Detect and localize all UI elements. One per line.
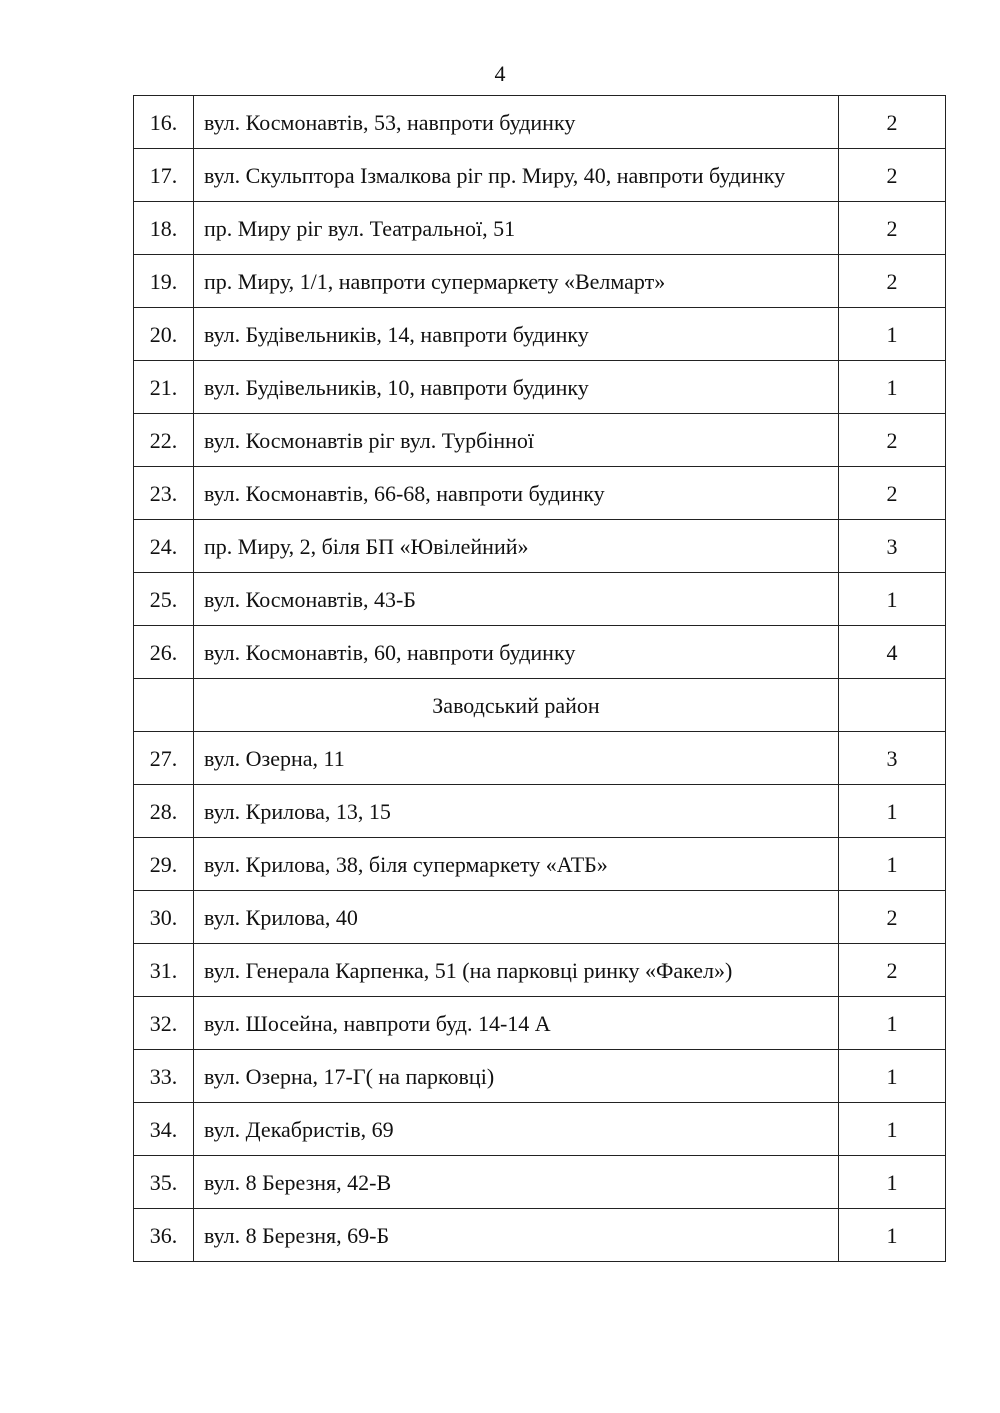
row-quantity: 1 xyxy=(839,1103,946,1156)
table-row xyxy=(134,1209,946,1262)
row-address: вул. Космонавтів, 66-68, навпроти будинку xyxy=(194,467,839,520)
row-address: вул. Космонавтів, 60, навпроти будинку xyxy=(194,626,839,679)
row-quantity: 1 xyxy=(839,1209,946,1262)
row-number: 22. xyxy=(134,414,194,467)
row-quantity: 2 xyxy=(839,414,946,467)
row-number: 33. xyxy=(134,1050,194,1103)
row-quantity: 1 xyxy=(839,573,946,626)
row-quantity: 2 xyxy=(839,944,946,997)
row-address: вул. Генерала Карпенка, 51 (на парковці ринку «Факел») xyxy=(194,944,839,997)
table-row xyxy=(134,96,946,149)
row-address: пр. Миру, 2, біля БП «Ювілейний» xyxy=(194,520,839,573)
row-number: 30. xyxy=(134,891,194,944)
row-address: вул. Будівельників, 10, навпроти будинку xyxy=(194,361,839,414)
row-number: 35. xyxy=(134,1156,194,1209)
row-number: 36. xyxy=(134,1209,194,1262)
row-quantity: 3 xyxy=(839,520,946,573)
row-number: 31. xyxy=(134,944,194,997)
table-row xyxy=(134,573,946,626)
row-quantity: 1 xyxy=(839,1050,946,1103)
row-address: вул. 8 Березня, 42-В xyxy=(194,1156,839,1209)
table-row xyxy=(134,626,946,679)
row-quantity: 2 xyxy=(839,202,946,255)
row-address: вул. Космонавтів, 53, навпроти будинку xyxy=(194,96,839,149)
row-number: 32. xyxy=(134,997,194,1050)
row-number: 29. xyxy=(134,838,194,891)
row-quantity: 2 xyxy=(839,255,946,308)
table-row xyxy=(134,520,946,573)
table-row xyxy=(134,1050,946,1103)
table-row xyxy=(134,149,946,202)
row-quantity: 1 xyxy=(839,308,946,361)
row-number: 20. xyxy=(134,308,194,361)
row-number: 23. xyxy=(134,467,194,520)
row-address: вул. Крилова, 13, 15 xyxy=(194,785,839,838)
row-quantity: 1 xyxy=(839,1156,946,1209)
row-address: вул. Декабристів, 69 xyxy=(194,1103,839,1156)
row-number: 28. xyxy=(134,785,194,838)
table-row xyxy=(134,944,946,997)
table-row xyxy=(134,202,946,255)
row-number: 19. xyxy=(134,255,194,308)
row-number: 34. xyxy=(134,1103,194,1156)
row-quantity: 4 xyxy=(839,626,946,679)
table-row xyxy=(134,891,946,944)
section-empty-cell xyxy=(839,679,946,732)
section-empty-cell xyxy=(134,679,194,732)
table-row xyxy=(134,997,946,1050)
row-quantity: 1 xyxy=(839,997,946,1050)
page-number: 4 xyxy=(494,61,506,86)
row-address: пр. Миру ріг вул. Театральної, 51 xyxy=(194,202,839,255)
table-row xyxy=(134,838,946,891)
section-row xyxy=(134,679,946,732)
row-address: вул. Космонавтів ріг вул. Турбінної xyxy=(194,414,839,467)
row-address: вул. Озерна, 11 xyxy=(194,732,839,785)
row-address: вул. Будівельників, 14, навпроти будинку xyxy=(194,308,839,361)
row-quantity: 3 xyxy=(839,732,946,785)
table-row xyxy=(134,255,946,308)
row-address: вул. 8 Березня, 69-Б xyxy=(194,1209,839,1262)
row-number: 27. xyxy=(134,732,194,785)
table-row xyxy=(134,308,946,361)
row-number: 25. xyxy=(134,573,194,626)
table-row xyxy=(134,361,946,414)
row-quantity: 1 xyxy=(839,361,946,414)
row-number: 24. xyxy=(134,520,194,573)
table-row xyxy=(134,414,946,467)
row-address: вул. Космонавтів, 43-Б xyxy=(194,573,839,626)
row-number: 17. xyxy=(134,149,194,202)
address-table-body xyxy=(134,96,946,1262)
row-quantity: 2 xyxy=(839,891,946,944)
table-row xyxy=(134,1156,946,1209)
table-row xyxy=(134,467,946,520)
row-address: пр. Миру, 1/1, навпроти супермаркету «Велмарт» xyxy=(194,255,839,308)
table-row xyxy=(134,732,946,785)
row-address: вул. Скульптора Ізмалкова ріг пр. Миру, 40, навпроти будинку xyxy=(194,149,839,202)
row-address: вул. Крилова, 40 xyxy=(194,891,839,944)
table-row xyxy=(134,1103,946,1156)
address-table xyxy=(133,95,946,1262)
section-title: Заводський район xyxy=(194,679,839,732)
row-quantity: 1 xyxy=(839,785,946,838)
row-address: вул. Озерна, 17-Г( на парковці) xyxy=(194,1050,839,1103)
row-address: вул. Шосейна, навпроти буд. 14-14 А xyxy=(194,997,839,1050)
row-number: 18. xyxy=(134,202,194,255)
row-number: 21. xyxy=(134,361,194,414)
row-address: вул. Крилова, 38, біля супермаркету «АТБ» xyxy=(194,838,839,891)
row-quantity: 1 xyxy=(839,838,946,891)
row-quantity: 2 xyxy=(839,149,946,202)
row-quantity: 2 xyxy=(839,467,946,520)
row-quantity: 2 xyxy=(839,96,946,149)
table-row xyxy=(134,785,946,838)
row-number: 26. xyxy=(134,626,194,679)
row-number: 16. xyxy=(134,96,194,149)
